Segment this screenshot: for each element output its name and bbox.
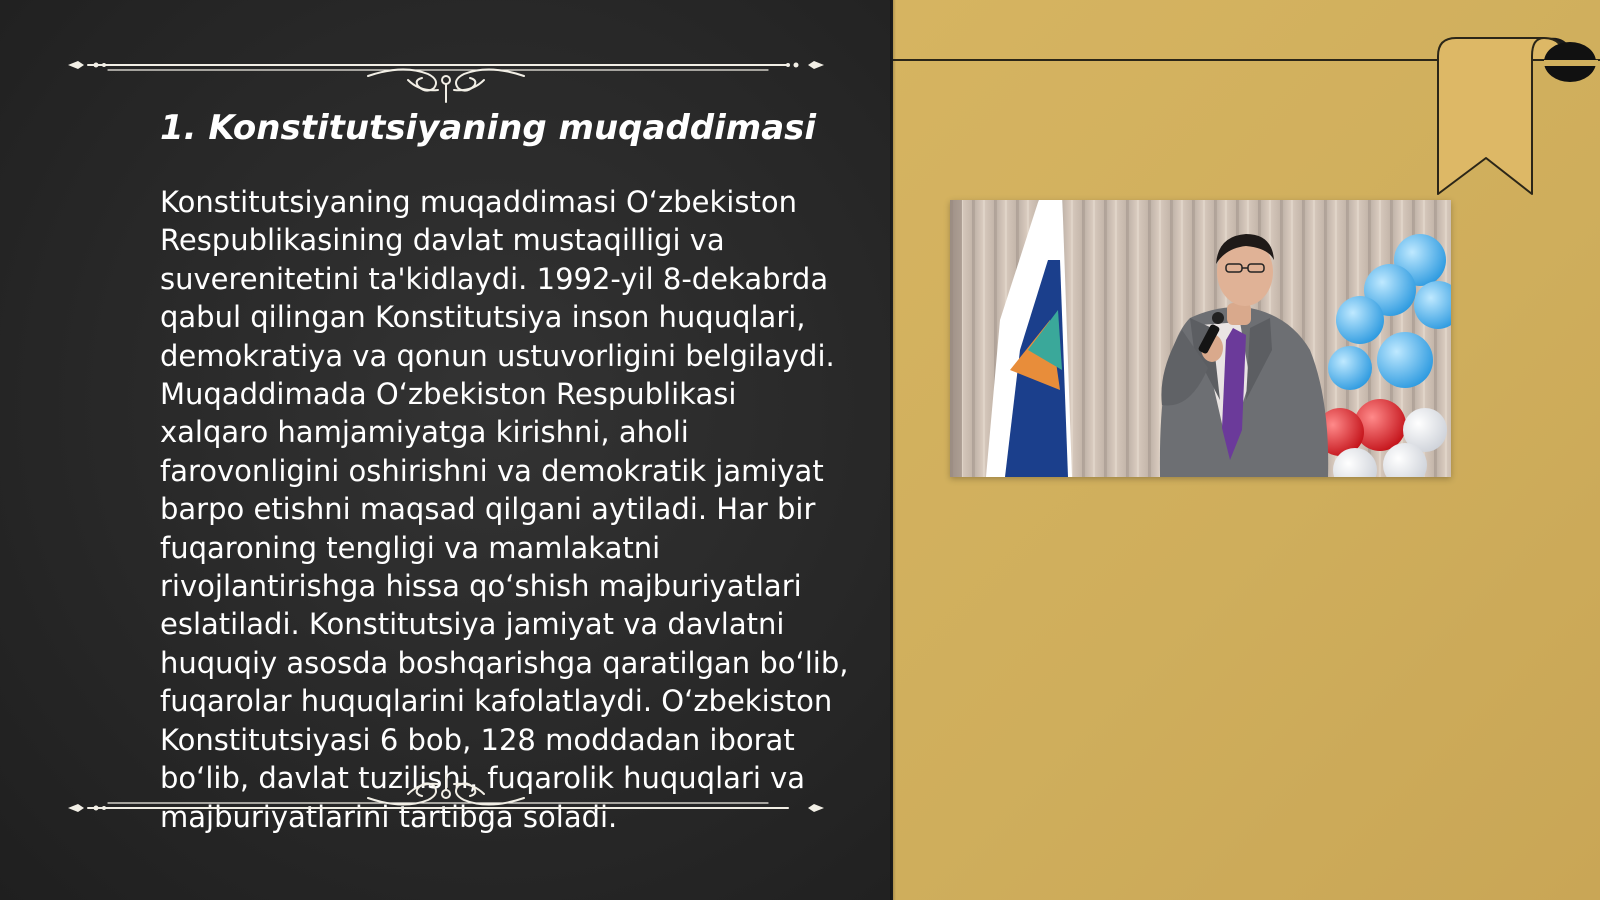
slide-title: 1. Konstitutsiyaning muqaddimasi [160, 108, 817, 148]
bottom-scroll-ornament [68, 772, 824, 832]
top-scroll-ornament [68, 44, 824, 104]
panel-divider [890, 0, 896, 900]
speaker-photo [950, 200, 1451, 477]
slide-body-text: Konstitutsiyaning muqaddimasi O‘zbekiston Respublikasining davlat mustaqilligi va suverenitetini ta'kidlaydi. 1992-yil 8-dekabrda qabul qilingan Konstitutsiya inson huquqlari, demokratiya va qonun ustuvorligini belgilaydi. Muqaddimada O‘zbekiston Respublikasi xalqaro hamjamiyatga kirishni, aholi farovonligini oshirishni va demokratik jamiyat barpo etishni maqsad qilgani aytiladi. Har bir fuqaroning tengligi va mamlakatni rivojlantirishga hissa qo‘shish majburiyatlari eslatiladi. Konstitutsiya jamiyat va davlatni huquqiy asosda boshqarishga qaratilgan bo‘lib, fuqarolar huquqlarini kafolatlaydi. O‘zbekiston Konstitutsiyasi 6 bob, 128 moddadan iborat bo‘lib, davlat tuzilishi, fuqarolik huquqlari va majburiyatlarini tartibga soladi. [160, 185, 849, 834]
ribbon-bookmark-icon [1432, 34, 1600, 200]
